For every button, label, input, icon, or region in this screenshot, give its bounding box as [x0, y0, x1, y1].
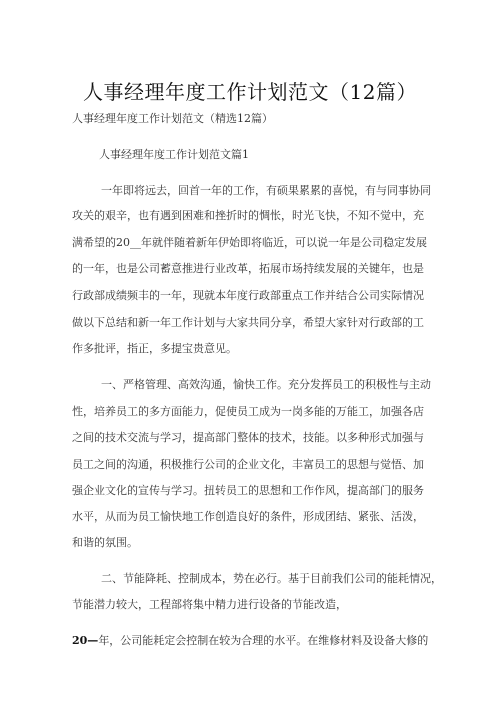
paragraph-1-line-2: 攻关的艰辛，也有遇到困难和挫折时的惆怅，时光飞快，不知不觉中，充	[72, 209, 424, 222]
paragraph-2-line-6: 水平，从而为员工愉快地工作创造良好的条件，形成团结、紧张、活泼，	[72, 510, 424, 523]
paragraph-2-line-3: 之间的技术交流与学习，提高部门整体的技术，技能。以多种形式加强与	[72, 431, 424, 444]
paragraph-2-line-7: 和谐的氛围。	[72, 536, 138, 549]
paragraph-3-line-2: 节能潜力较大，工程部将集中精力进行设备的节能改造，	[72, 598, 347, 611]
paragraph-4-line-1	[72, 634, 428, 648]
paragraph-1-line-4: 的一年，也是公司蓄意推进行业改革，拓展市场持续发展的关键年，也是	[72, 262, 424, 275]
paragraph-4-text: 年，公司能耗定会控制在较为合理的水平。在维修材料及设备大修的	[98, 634, 429, 647]
paragraph-4-year: 20—	[72, 634, 99, 647]
paragraph-2-line-4: 员工之间的沟通，积极推行公司的企业文化，丰富员工的思想与觉悟、加	[72, 458, 424, 471]
document-subtitle: 人事经理年度工作计划范文（精选12篇）	[72, 112, 273, 125]
paragraph-1-line-5: 行政部成绩频丰的一年，现就本年度行政部重点工作并结合公司实际情况	[72, 289, 424, 302]
paragraph-3-line-1: 二、节能降耗、控制成本，势在必行。基于目前我们公司的能耗情况，	[101, 572, 442, 585]
paragraph-2-line-1: 一、严格管理、高效沟通，愉快工作。充分发挥员工的积极性与主动	[101, 378, 431, 391]
paragraph-2-line-5: 强企业文化的宣传与学习。扭转员工的思想和工作作风，提高部门的服务	[72, 484, 424, 497]
document-title: 人事经理年度工作计划范文（12篇）	[83, 80, 417, 104]
paragraph-2-line-2: 性，培养员工的多方面能力，促使员工成为一岗多能的万能工，加强各店	[72, 405, 424, 418]
paragraph-1-line-1: 一年即将远去，回首一年的工作，有硕果累累的喜悦，有与同事协同	[101, 184, 431, 197]
section-title: 人事经理年度工作计划范文篇1	[99, 148, 249, 161]
paragraph-1-line-6: 做以下总结和新一年工作计划与大家共同分享，希望大家针对行政部的工	[72, 316, 424, 329]
paragraph-1-line-3: 满希望的20__年就伴随着新年伊始即将临近，可以说一年是公司稳定发展	[72, 236, 427, 249]
paragraph-1-line-7: 作多批评，指正，多提宝贵意见。	[72, 342, 237, 355]
